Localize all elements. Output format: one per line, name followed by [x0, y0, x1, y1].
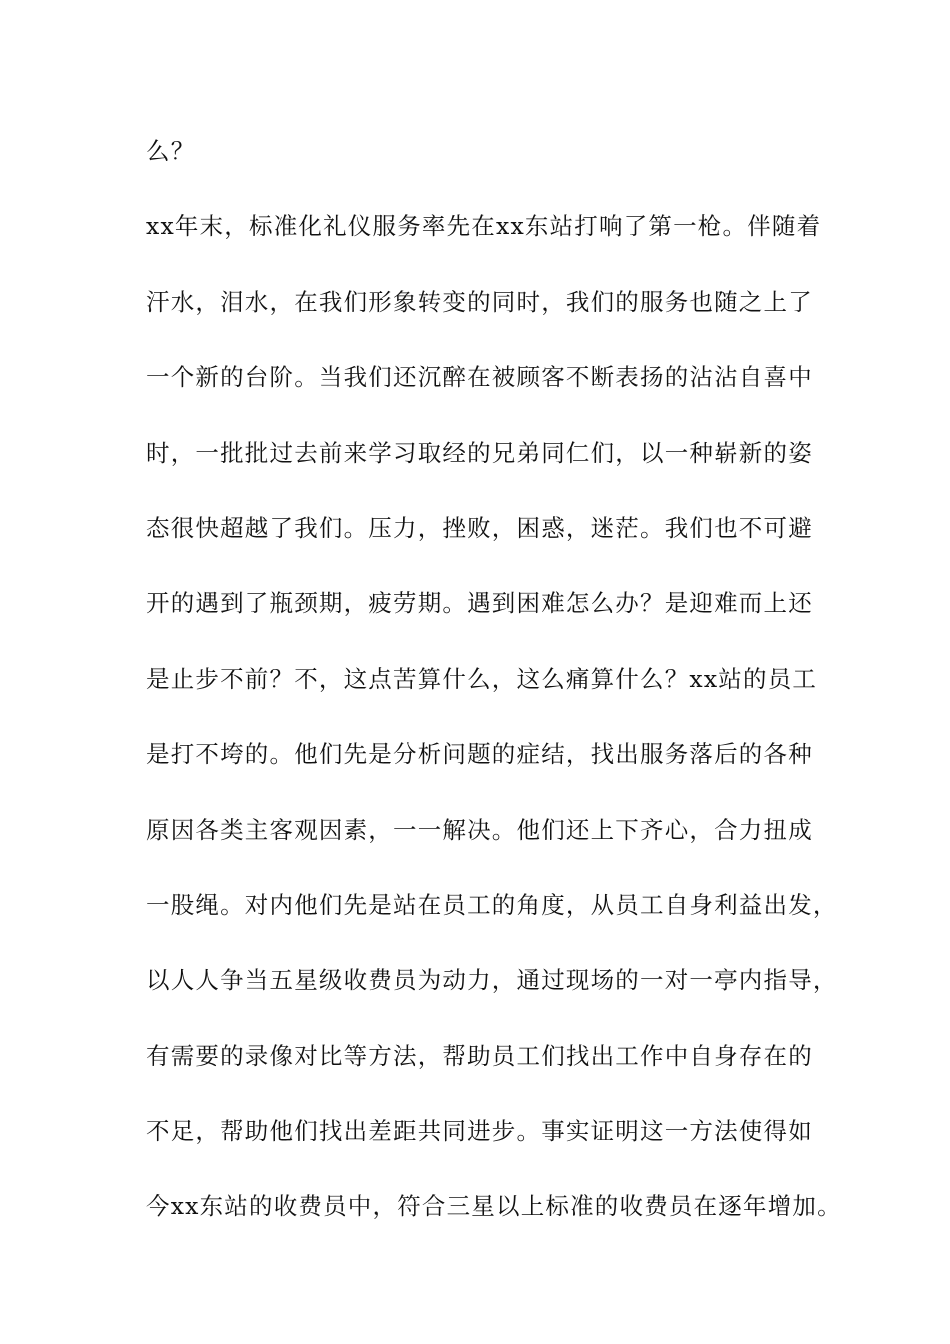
text-line: 是打不垮的。他们先是分析问题的症结，找出服务落后的各种 — [146, 740, 813, 769]
text-line: 是止步不前？不，这点苦算什么，这么痛算什么？xx站的员工 — [146, 664, 818, 693]
text-line: 以人人争当五星级收费员为动力，通过现场的一对一亭内指导， — [146, 966, 838, 995]
text-line: 原因各类主客观因素，一一解决。他们还上下齐心，合力扭成 — [146, 815, 813, 844]
text-line: 一股绳。对内他们先是站在员工的角度，从员工自身利益出发， — [146, 890, 838, 919]
text-line: 今xx东站的收费员中，符合三星以上标准的收费员在逐年增加。 — [146, 1192, 842, 1221]
text-line: 开的遇到了瓶颈期，疲劳期。遇到困难怎么办？是迎难而上还 — [146, 589, 813, 618]
body-text — [146, 134, 842, 1265]
text-line: 一个新的台阶。当我们还沉醉在被顾客不断表扬的沾沾自喜中 — [146, 363, 813, 392]
text-line: 态很快超越了我们。压力，挫败，困惑，迷茫。我们也不可避 — [146, 513, 813, 542]
text-line: 有需要的录像对比等方法，帮助员工们找出工作中自身存在的 — [146, 1041, 813, 1070]
text-line: xx年末，标准化礼仪服务率先在xx东站打响了第一枪。伴随着 — [146, 212, 822, 241]
text-line: 么？ — [146, 137, 196, 165]
text-line: 汗水，泪水，在我们形象转变的同时，我们的服务也随之上了 — [146, 287, 813, 316]
text-line: 不足，帮助他们找出差距共同进步。事实证明这一方法使得如 — [146, 1117, 813, 1146]
text-line: 时，一批批过去前来学习取经的兄弟同仁们，以一种崭新的姿 — [146, 438, 813, 467]
